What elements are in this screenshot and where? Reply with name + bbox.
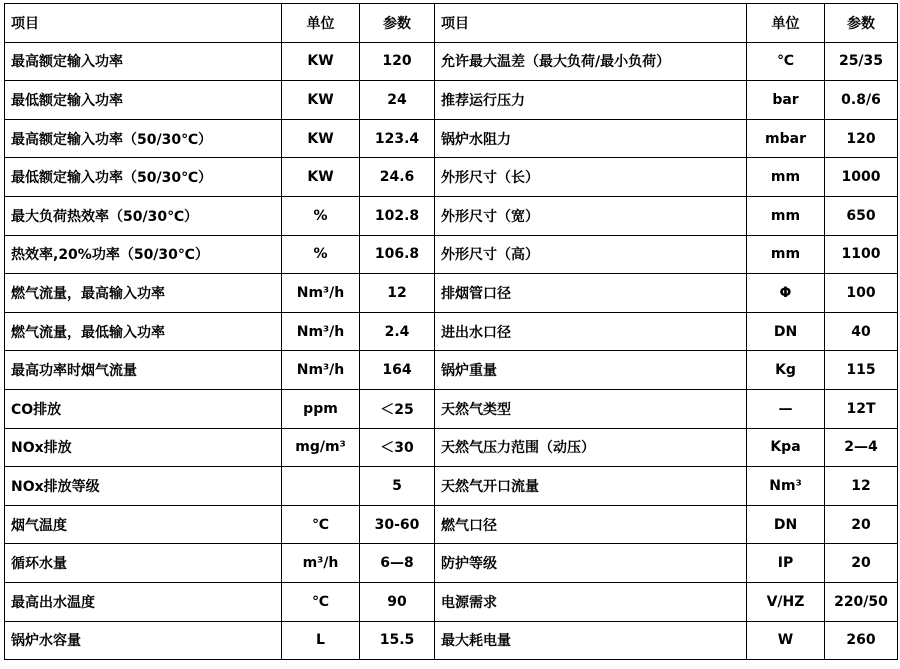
value-right-cell: 25/35 [825,42,898,81]
value-left-cell: 6—8 [360,544,435,583]
value-left-cell: 90 [360,582,435,621]
unit-right-cell: mm [747,196,825,235]
unit-right-cell: Nm³ [747,467,825,506]
value-left-cell: ＜25 [360,389,435,428]
table-row [5,428,898,467]
unit-right-cell: — [747,389,825,428]
value-right-cell: 260 [825,621,898,660]
table-row [5,467,898,506]
value-right-cell: 1100 [825,235,898,274]
unit-left-cell: % [282,196,360,235]
value-left-cell: 164 [360,351,435,390]
item-left-cell: 燃气流量，最低输入功率 [5,312,282,351]
header-unit-right: 单位 [747,4,825,43]
unit-left-cell: KW [282,158,360,197]
unit-right-cell: Φ [747,274,825,313]
value-left-cell: 30-60 [360,505,435,544]
value-right-cell: 120 [825,119,898,158]
unit-left-cell: KW [282,119,360,158]
header-item-left: 项目 [5,4,282,43]
unit-left-cell: ℃ [282,582,360,621]
value-left-cell: 120 [360,42,435,81]
value-left-cell: 102.8 [360,196,435,235]
unit-left-cell: ppm [282,389,360,428]
unit-left-cell: Nm³/h [282,312,360,351]
item-right-cell: 外形尺寸（长） [435,158,747,197]
unit-right-cell: mm [747,158,825,197]
item-left-cell: NOx排放 [5,428,282,467]
value-left-cell: 15.5 [360,621,435,660]
table-row [5,621,898,660]
value-left-cell: 24 [360,81,435,120]
item-right-cell: 排烟管口径 [435,274,747,313]
header-unit-left: 单位 [282,4,360,43]
item-left-cell: NOx排放等级 [5,467,282,506]
item-right-cell: 天然气压力范围（动压） [435,428,747,467]
item-right-cell: 允许最大温差（最大负荷/最小负荷） [435,42,747,81]
item-right-cell: 锅炉重量 [435,351,747,390]
header-item-right: 项目 [435,4,747,43]
item-right-cell: 天然气类型 [435,389,747,428]
table-row [5,81,898,120]
value-right-cell: 20 [825,544,898,583]
item-left-cell: 最低额定输入功率（50/30℃） [5,158,282,197]
item-right-cell: 防护等级 [435,544,747,583]
item-left-cell: 循环水量 [5,544,282,583]
unit-right-cell: DN [747,312,825,351]
item-left-cell: 最大负荷热效率（50/30℃） [5,196,282,235]
table-row [5,582,898,621]
table-row [5,119,898,158]
value-right-cell: 2—4 [825,428,898,467]
value-right-cell: 100 [825,274,898,313]
value-right-cell: 650 [825,196,898,235]
unit-right-cell: V/HZ [747,582,825,621]
value-right-cell: 20 [825,505,898,544]
value-right-cell: 1000 [825,158,898,197]
table-row [5,544,898,583]
value-right-cell: 40 [825,312,898,351]
item-right-cell: 最大耗电量 [435,621,747,660]
spec-table-body [5,4,898,660]
value-left-cell: 12 [360,274,435,313]
item-left-cell: CO排放 [5,389,282,428]
item-right-cell: 燃气口径 [435,505,747,544]
unit-left-cell: KW [282,81,360,120]
item-left-cell: 最高功率时烟气流量 [5,351,282,390]
unit-right-cell: bar [747,81,825,120]
value-right-cell: 12 [825,467,898,506]
value-right-cell: 115 [825,351,898,390]
item-left-cell: 烟气温度 [5,505,282,544]
unit-left-cell [282,467,360,506]
value-left-cell: 123.4 [360,119,435,158]
value-left-cell: 2.4 [360,312,435,351]
value-left-cell: 5 [360,467,435,506]
item-left-cell: 最高额定输入功率 [5,42,282,81]
item-left-cell: 燃气流量，最高输入功率 [5,274,282,313]
value-right-cell: 12T [825,389,898,428]
item-left-cell: 锅炉水容量 [5,621,282,660]
value-left-cell: 24.6 [360,158,435,197]
header-value-left: 参数 [360,4,435,43]
unit-right-cell: ℃ [747,42,825,81]
header-value-right: 参数 [825,4,898,43]
unit-right-cell: IP [747,544,825,583]
item-right-cell: 外形尺寸（高） [435,235,747,274]
item-left-cell: 最高额定输入功率（50/30℃） [5,119,282,158]
table-row [5,351,898,390]
table-row [5,274,898,313]
value-left-cell: 106.8 [360,235,435,274]
item-left-cell: 热效率,20%功率（50/30℃） [5,235,282,274]
item-right-cell: 天然气开口流量 [435,467,747,506]
item-left-cell: 最低额定输入功率 [5,81,282,120]
unit-right-cell: mm [747,235,825,274]
table-row [5,235,898,274]
unit-left-cell: mg/m³ [282,428,360,467]
table-row [5,389,898,428]
unit-left-cell: Nm³/h [282,274,360,313]
unit-left-cell: Nm³/h [282,351,360,390]
unit-right-cell: DN [747,505,825,544]
unit-left-cell: m³/h [282,544,360,583]
value-left-cell: ＜30 [360,428,435,467]
value-right-cell: 0.8/6 [825,81,898,120]
boiler-spec-table [4,3,898,660]
unit-right-cell: Kpa [747,428,825,467]
unit-left-cell: KW [282,42,360,81]
table-row [5,42,898,81]
item-left-cell: 最高出水温度 [5,582,282,621]
unit-left-cell: % [282,235,360,274]
item-right-cell: 进出水口径 [435,312,747,351]
table-row [5,312,898,351]
unit-right-cell: W [747,621,825,660]
item-right-cell: 推荐运行压力 [435,81,747,120]
unit-right-cell: Kg [747,351,825,390]
value-right-cell: 220/50 [825,582,898,621]
table-row [5,196,898,235]
unit-left-cell: L [282,621,360,660]
item-right-cell: 电源需求 [435,582,747,621]
unit-right-cell: mbar [747,119,825,158]
table-header-row [5,4,898,43]
unit-left-cell: ℃ [282,505,360,544]
table-row [5,505,898,544]
table-row [5,158,898,197]
item-right-cell: 外形尺寸（宽） [435,196,747,235]
item-right-cell: 锅炉水阻力 [435,119,747,158]
